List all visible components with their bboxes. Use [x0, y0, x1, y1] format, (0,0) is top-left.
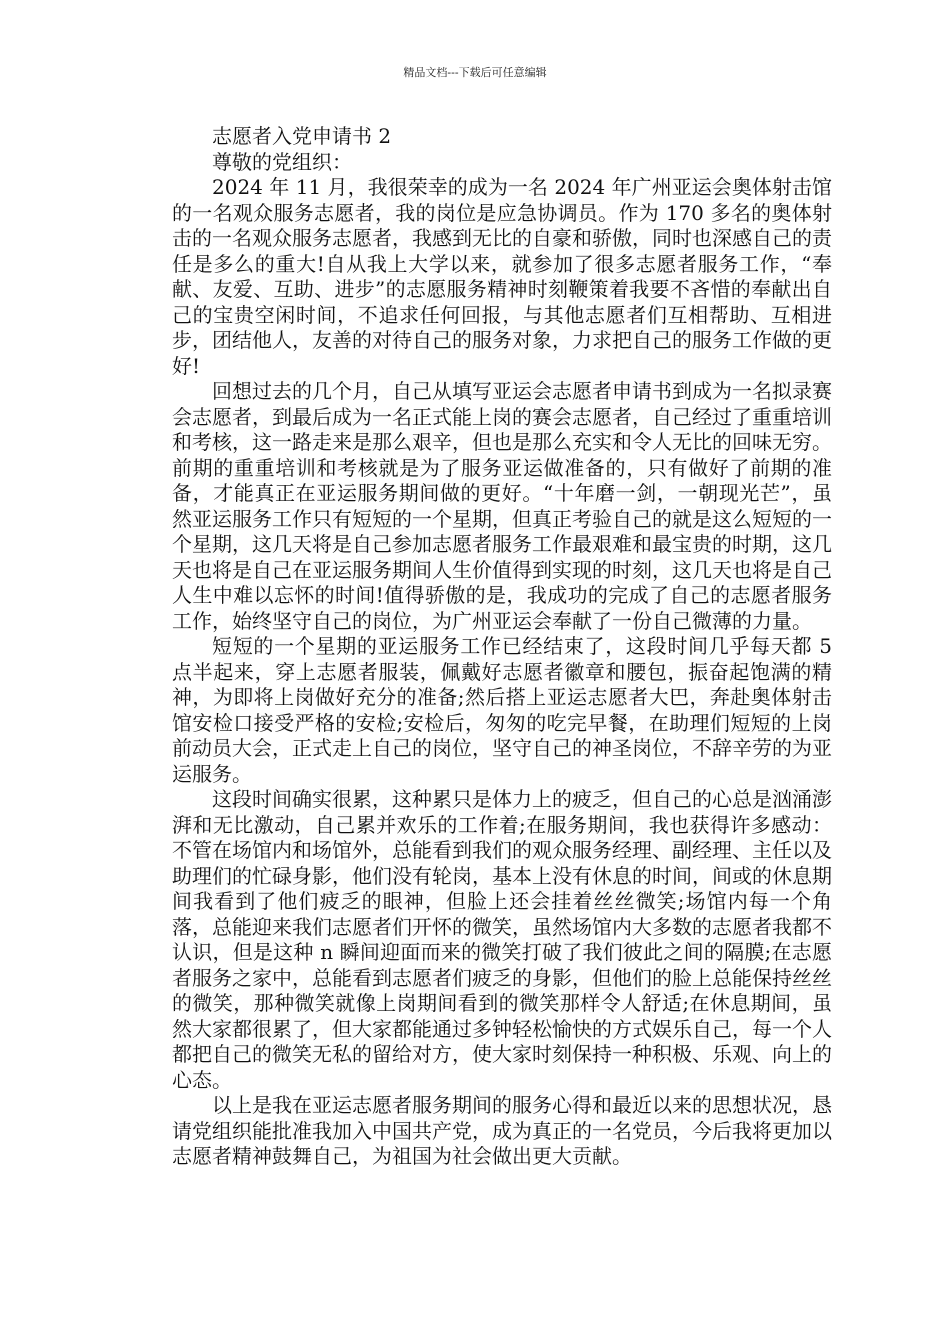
page-header: 精品文档---下载后可任意编辑	[403, 66, 547, 79]
paragraph: 短短的一个星期的亚运服务工作已经结束了，这段时间几乎每天都 5 点半起来，穿上志愿者服装，佩戴好志愿者徽章和腰包，振奋起饱满的精神，为即将上岗做好充分的准备;然后搭上亚运志愿者大巴，奔赴奥体射击馆安检口接受严格的安检;安检后，匆匆的吃完早餐，在助理们短短的上岗前动员大会，正式走上自己的岗位，坚守自己的神圣岗位，不辞辛劳的为亚运服务。	[172, 634, 832, 786]
paragraph: 这段时间确实很累，这种累只是体力上的疲乏，但自己的心总是汹涌澎湃和无比激动，自己累并欢乐的工作着;在服务期间，我也获得许多感动：不管在场馆内和场馆外，总能看到我们的观众服务经理、副经理、主任以及助理们的忙碌身影，他们没有轮岗，基本上没有休息的时间，间或的休息期间我看到了他们疲乏的眼神，但脸上还会挂着丝丝微笑;场馆内每一个角落，总能迎来我们志愿者们开怀的微笑，虽然场馆内大多数的志愿者我都不认识，但是这种 n 瞬间迎面而来的微笑打破了我们彼此之间的隔膜;在志愿者服务之家中，总能看到志愿者们疲乏的身影，但他们的脸上总能保持丝丝的微笑，那种微笑就像上岗期间看到的微笑那样令人舒适;在休息期间，虽然大家都很累了，但大家都能通过多钟轻松愉快的方式娱乐自己，每一个人都把自己的微笑无私的留给对方，使大家时刻保持一种积极、乐观、向上的心态。	[172, 787, 832, 1092]
paragraph: 以上是我在亚运志愿者服务期间的服务心得和最近以来的思想状况，恳请党组织能批准我加入中国共产党，成为真正的一名党员，今后我将更加以志愿者精神鼓舞自己，为祖国为社会做出更大贡献。	[172, 1093, 832, 1168]
paragraph: 2024 年 11 月，我很荣幸的成为一名 2024 年广州亚运会奥体射击馆的一名观众服务志愿者，我的岗位是应急协调员。作为 170 多名的奥体射击的一名观众服务志愿者，我感到无比的自豪和骄傲，同时也深感自己的责任是多么的重大!自从我上大学以来，就参加了很多志愿者服务工作，“奉献、友爱、互助、进步”的志愿服务精神时刻鞭策着我要不吝惜的奉献出自己的宝贵空闲时间，不追求任何回报，与其他志愿者们互相帮助、互相进步，团结他人，友善的对待自己的服务对象，力求把自己的服务工作做的更好!	[172, 175, 832, 378]
document-title: 志愿者入党申请书 2	[212, 124, 392, 148]
salutation: 尊敬的党组织：	[212, 149, 352, 174]
document-body	[172, 124, 832, 1170]
paragraph: 回想过去的几个月，自己从填写亚运会志愿者申请书到成为一名拟录赛会志愿者，到最后成为一名正式能上岗的赛会志愿者，自己经过了重重培训和考核，这一路走来是那么艰辛，但也是那么充实和令人无比的回味无穷。前期的重重培训和考核就是为了服务亚运做准备的，只有做好了前期的准备，才能真正在亚运服务期间做的更好。“十年磨一剑，一朝现光芒”，虽然亚运服务工作只有短短的一个星期，但真正考验自己的就是这么短短的一个星期，这几天将是自己参加志愿者服务工作最艰难和最宝贵的时期，这几天也将是自己在亚运服务期间人生价值得到实现的时刻，这几天也将是自己人生中难以忘怀的时间!值得骄傲的是，我成功的完成了自己的志愿者服务工作，始终坚守自己的岗位，为广州亚运会奉献了一份自己微薄的力量。	[172, 379, 832, 633]
